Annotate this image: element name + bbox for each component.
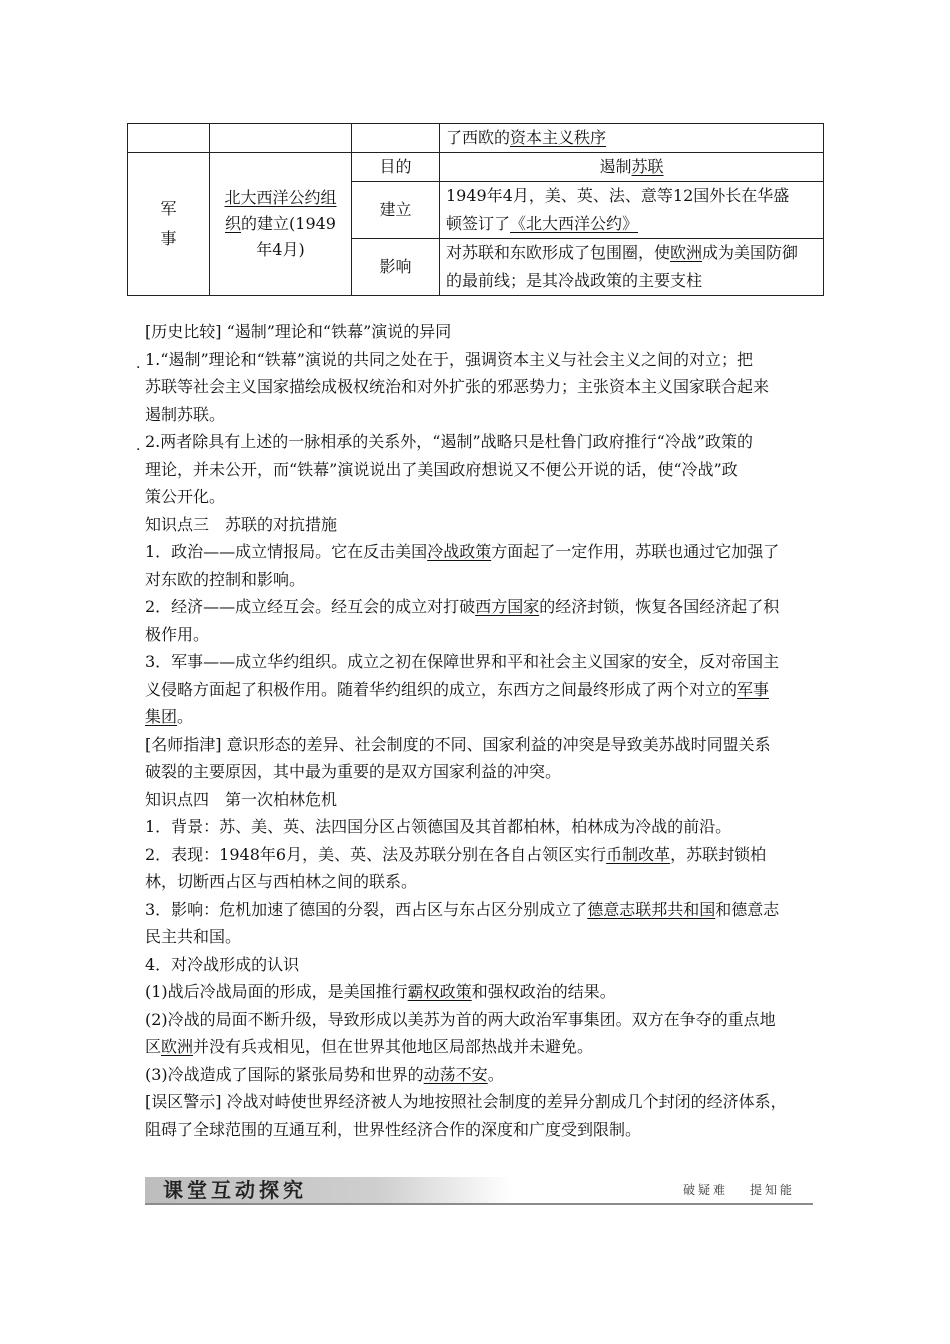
purpose-label: 目的 <box>352 153 440 182</box>
table-row <box>128 124 824 153</box>
banner-tags <box>661 1181 795 1198</box>
banner-tag: 破疑难 <box>682 1183 728 1197</box>
text-body <box>145 318 815 1143</box>
list-item: 3．军事——成立华约组织。成立之初在保障世界和平和社会主义国家的安全，反对帝国主 义侵略方面起了积极作用。随着华约组织的成立，东西方之间最终形成了两个对立的军事 集团。 <box>145 652 780 726</box>
paragraph: 1.“遏制”理论和“铁幕”演说的共同之处在于，强调资本主义与社会主义之间的对立；把 苏联等社会主义国家描绘成极权统治和对外扩张的邪恶势力；主张资本主义国家联合起来 遏制苏联。 <box>145 349 770 424</box>
content-table <box>127 123 824 296</box>
impact-label: 影响 <box>352 239 440 296</box>
list-item: 2．经济——成立经互会。经互会的成立对打破西方国家的经济封锁，恢复各国经济起了积 极作用。 <box>145 597 780 644</box>
compare-title: [历史比较] “遏制”理论和“铁幕”演说的异同 <box>145 322 452 341</box>
section-title: 知识点四 第一次柏林危机 <box>145 789 338 809</box>
paragraph: 2.两者除具有上述的一脉相承的关系外，“遏制”战略只是杜鲁门政府推行“冷战”政策的 理论，并未公开，而“铁幕”演说说出了美国政府想说又不便公开说的话，使“冷战”政 策公开化。 <box>145 432 753 506</box>
tip-note: [名师指津] 意识形态的差异、社会制度的不同、国家利益的冲突是导致美苏战时同盟关系 破裂的主要原因，其中最为重要的是双方国家利益的冲突。 <box>145 734 771 781</box>
founding-value: 1949年4月，美、英、法、意等12国外长在华盛 顿签订了《北大西洋公约》 <box>440 182 824 239</box>
list-item: 3．影响：危机加速了德国的分裂，西占区与东占区分别成立了德意志联邦共和国和德意志 民主共和国。 <box>145 899 780 946</box>
margin-dot: · <box>136 360 141 376</box>
event-cell: 北大西洋公约组 织的建立(1949 年4月) <box>210 153 352 296</box>
section-banner <box>145 1177 813 1205</box>
category-cell: 军 事 <box>128 153 210 296</box>
purpose-value: 遏制苏联 <box>440 153 824 182</box>
founding-label: 建立 <box>352 182 440 239</box>
section-title: 知识点三 苏联的对抗措施 <box>145 514 338 534</box>
table-cell: 了西欧的资本主义秩序 <box>440 124 824 153</box>
warning-note: [误区警示] 冷战对峙使世界经济被人为地按照社会制度的差异分割成几个封闭的经济体系， 阻碍了全球范围的互通互利，世界性经济合作的深度和广度受到限制。 <box>145 1092 787 1139</box>
impact-value: 对苏联和东欧形成了包围圈，使欧洲成为美国防御 的最前线；是其冷战政策的主要支柱 <box>440 239 824 296</box>
banner-tag: 提知能 <box>749 1183 795 1197</box>
list-item: 1．背景：苏、美、英、法四国分区占领德国及其首都柏林，柏林成为冷战的前沿。 <box>145 817 732 836</box>
list-item: 1．政治——成立情报局。它在反击美国冷战政策方面起了一定作用，苏联也通过它加强了 对东欧的控制和影响。 <box>145 542 780 589</box>
banner-title: 课堂互动探究 <box>163 1178 307 1202</box>
sub-item: (2)冷战的局面不断升级，导致形成以美苏为首的两大政治军事集团。双方在争夺的重点地 区欧洲并没有兵戎相见，但在世界其他地区局部热战并未避免。 <box>145 1009 776 1056</box>
table-row <box>128 153 824 182</box>
list-item: 4．对冷战形成的认识 <box>145 954 300 974</box>
sub-item: (3)冷战造成了国际的紧张局势和世界的动荡不安。 <box>145 1064 504 1084</box>
margin-dot: · <box>136 442 141 458</box>
sub-item: (1)战后冷战局面的形成，是美国推行霸权政策和强权政治的结果。 <box>145 982 616 1001</box>
list-item: 2．表现：1948年6月，美、英、法及苏联分别在各自占领区实行币制改革，苏联封锁柏 林，切断西占区与西柏林之间的联系。 <box>145 844 767 891</box>
